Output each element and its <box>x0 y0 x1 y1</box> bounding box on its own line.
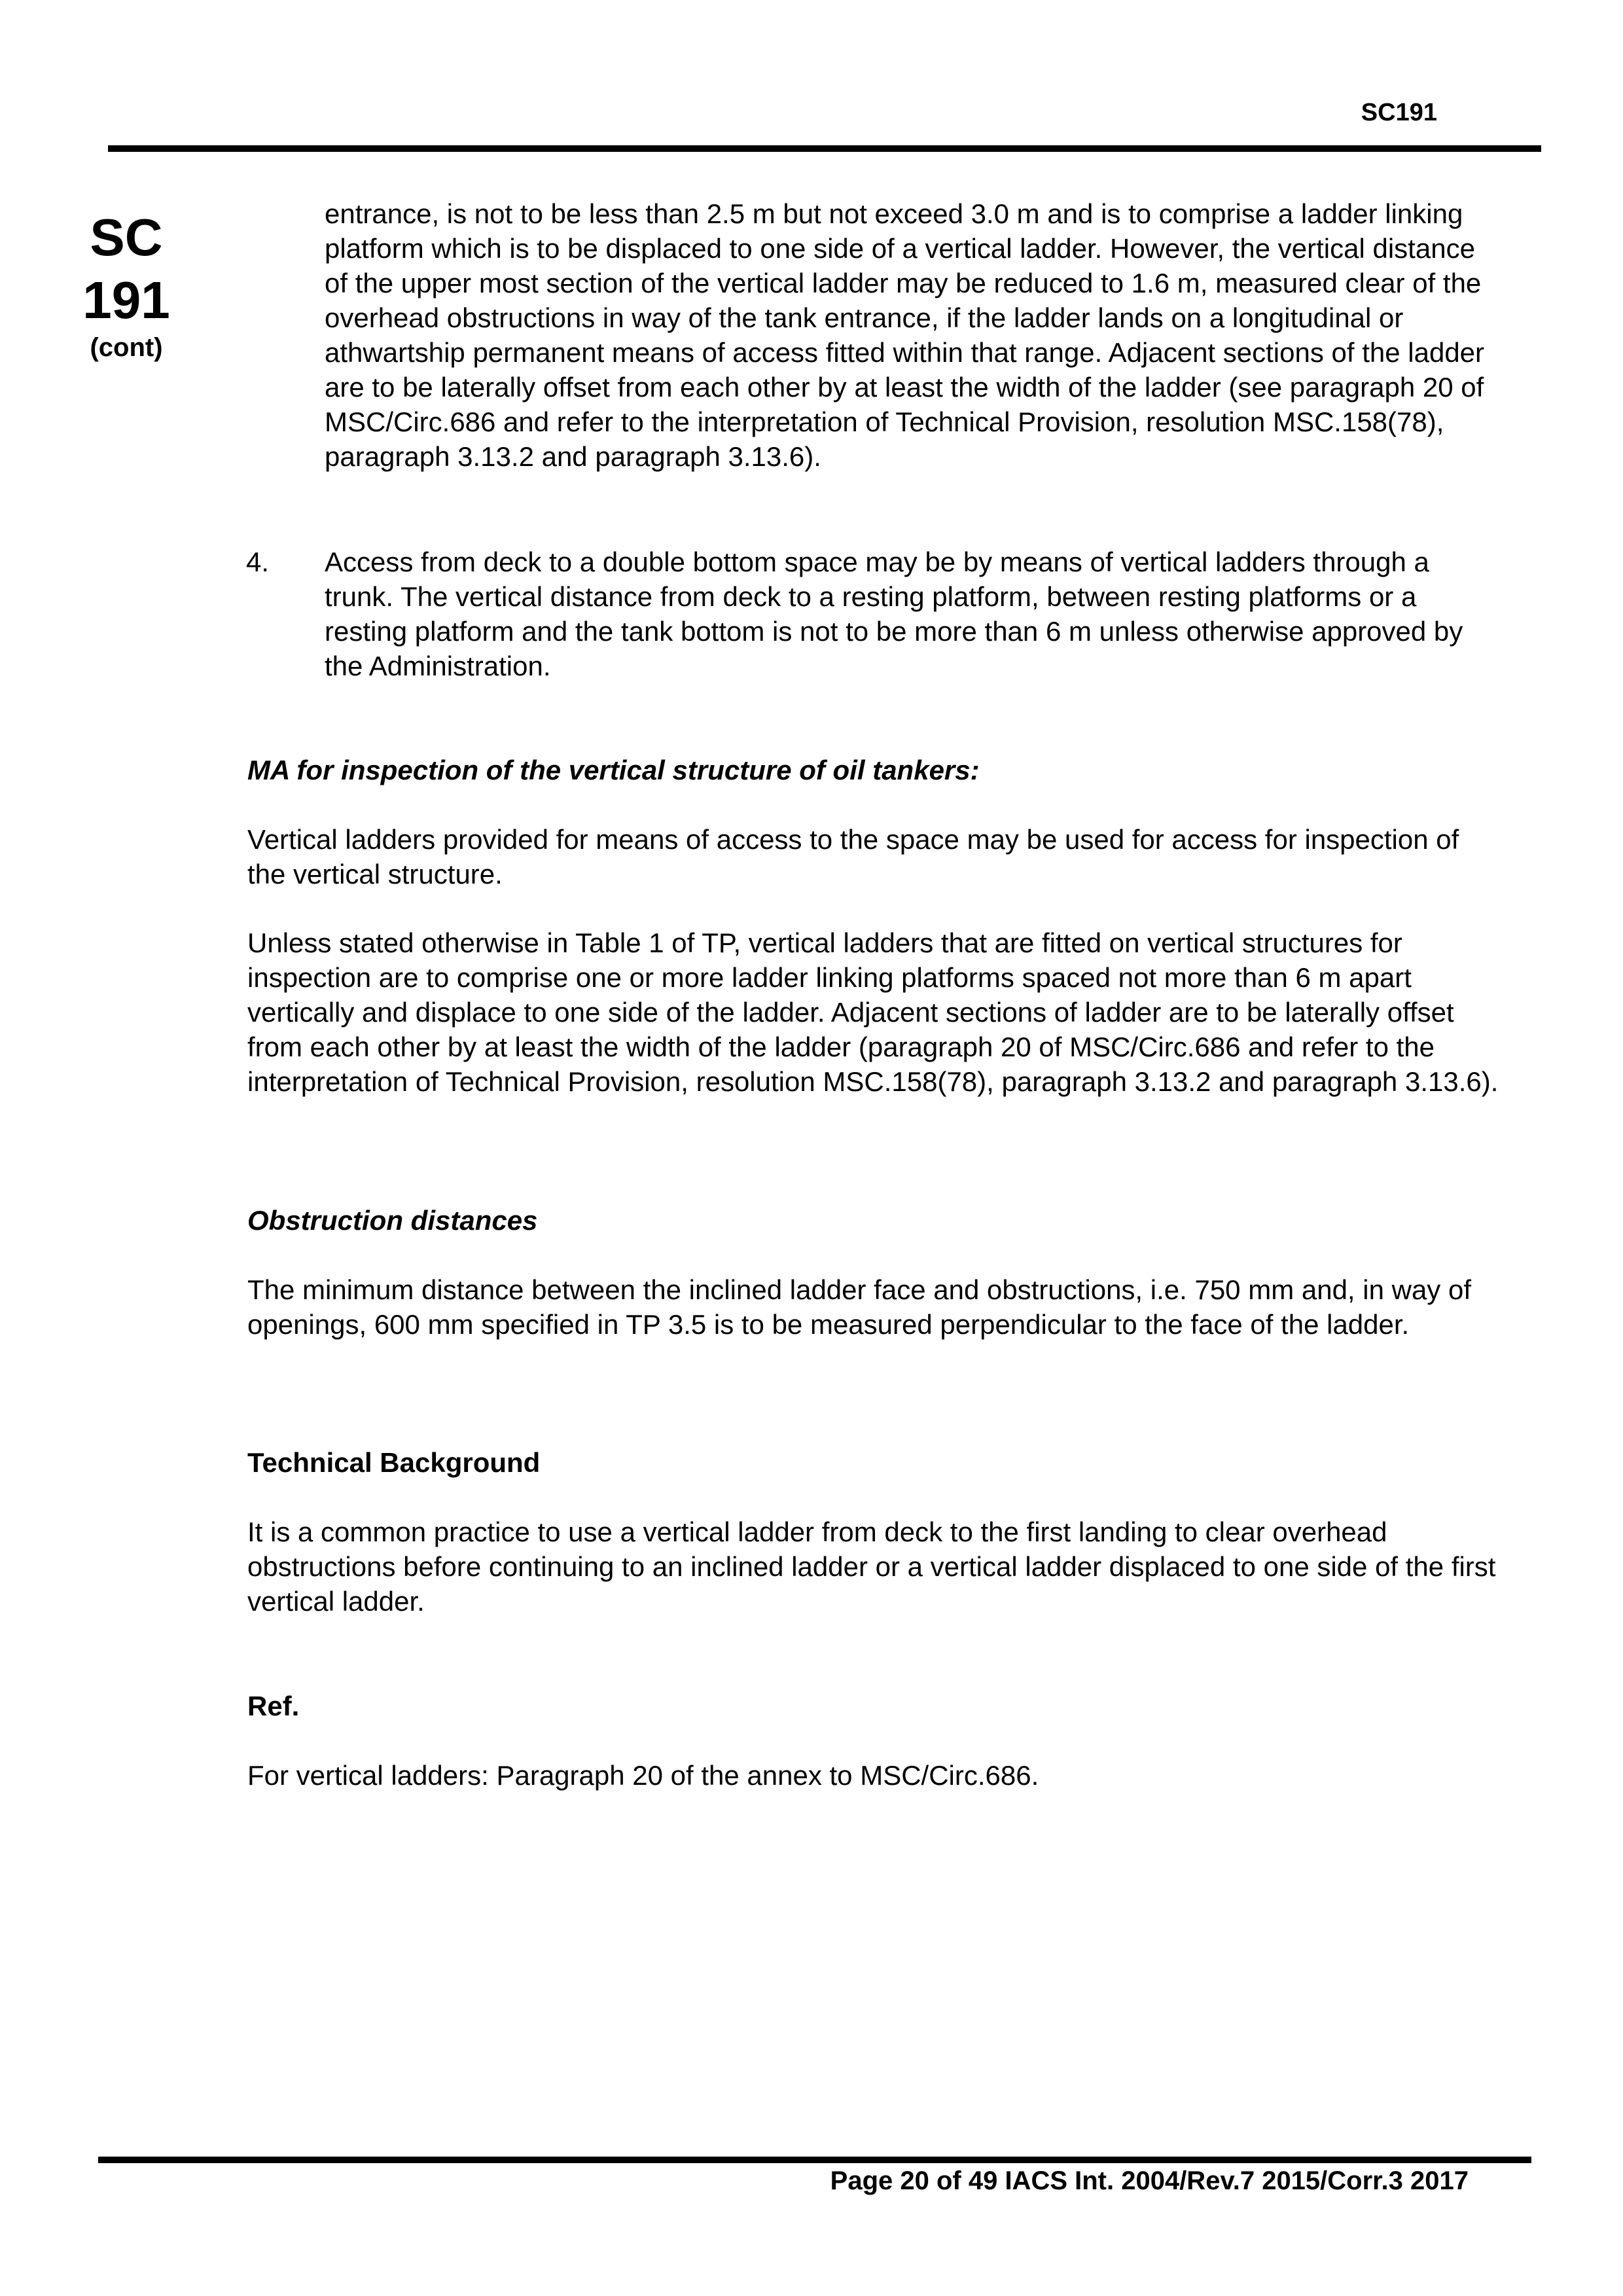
ref-heading: Ref. <box>247 1691 300 1721</box>
margin-tag <box>77 206 175 363</box>
obstruction-paragraph: The minimum distance between the inclined ladder face and obstructions, i.e. 750 mm and, in way of openings, 600 mm specified in TP 3.5 is to be measured perpendicular to the face of the ladder. <box>247 1274 1472 1340</box>
technical-paragraph: It is a common practice to use a vertical ladder from deck to the first landing to clear overhead obstructions before continuing to an inclined ladder or a vertical ladder displaced to one side of the first vertical ladder. <box>247 1516 1496 1617</box>
ma-heading: MA for inspection of the vertical structure of oil tankers: <box>247 755 980 785</box>
footer-text: Page 20 of 49 IACS Int. 2004/Rev.7 2015/Corr.3 2017 <box>830 2166 1469 2195</box>
margin-tag-sc: SC <box>90 208 163 266</box>
footer-rule <box>98 2157 1531 2163</box>
ma-paragraph-1: Vertical ladders provided for means of access to the space may be used for access for inspection of the vertical structure. <box>247 824 1459 889</box>
margin-tag-cont: (cont) <box>90 333 163 362</box>
item-4-text: Access from deck to a double bottom space may be by means of vertical ladders through a trunk. The vertical distance from deck to a resting platform, between resting platforms or a resting platform and the tank bottom is not to be more than 6 m unless otherwise approved by the Administration. <box>325 547 1463 681</box>
obstruction-heading: Obstruction distances <box>247 1205 538 1236</box>
header-rule <box>108 145 1541 152</box>
header-code: SC191 <box>1361 99 1437 126</box>
margin-tag-number: 191 <box>82 271 170 329</box>
item-4-number: 4. <box>246 547 270 577</box>
continuation-paragraph: entrance, is not to be less than 2.5 m but not exceed 3.0 m and is to comprise a ladder linking platform which is to be displaced to one side of a vertical ladder. However, the vertical distance of the upper most section of the vertical ladder may be reduced to 1.6 m, measured clear of the overhead obstructions in way of the tank entrance, if the ladder lands on a longitudinal or athwartship permanent means of access fitted within that range. Adjacent sections of the ladder are to be laterally offset from each other by at least the width of the ladder (see paragraph 20 of MSC/Circ.686 and refer to the interpretation of Technical Provision, resolution MSC.158(78), paragraph 3.13.2 and paragraph 3.13.6). <box>325 198 1485 472</box>
technical-heading: Technical Background <box>247 1447 541 1478</box>
ref-paragraph: For vertical ladders: Paragraph 20 of the annex to MSC/Circ.686. <box>247 1760 1039 1791</box>
ma-paragraph-2: Unless stated otherwise in Table 1 of TP, vertical ladders that are fitted on vertical structures for inspection are to comprise one or more ladder linking platforms spaced not more than 6 m apart vertically and displace to one side of the ladder. Adjacent sections of ladder are to be laterally offset from each other by at least the width of the ladder (paragraph 20 of MSC/Circ.686 and refer to the interpretation of Technical Provision, resolution MSC.158(78), paragraph 3.13.2 and paragraph 3.13.6). <box>247 927 1499 1097</box>
